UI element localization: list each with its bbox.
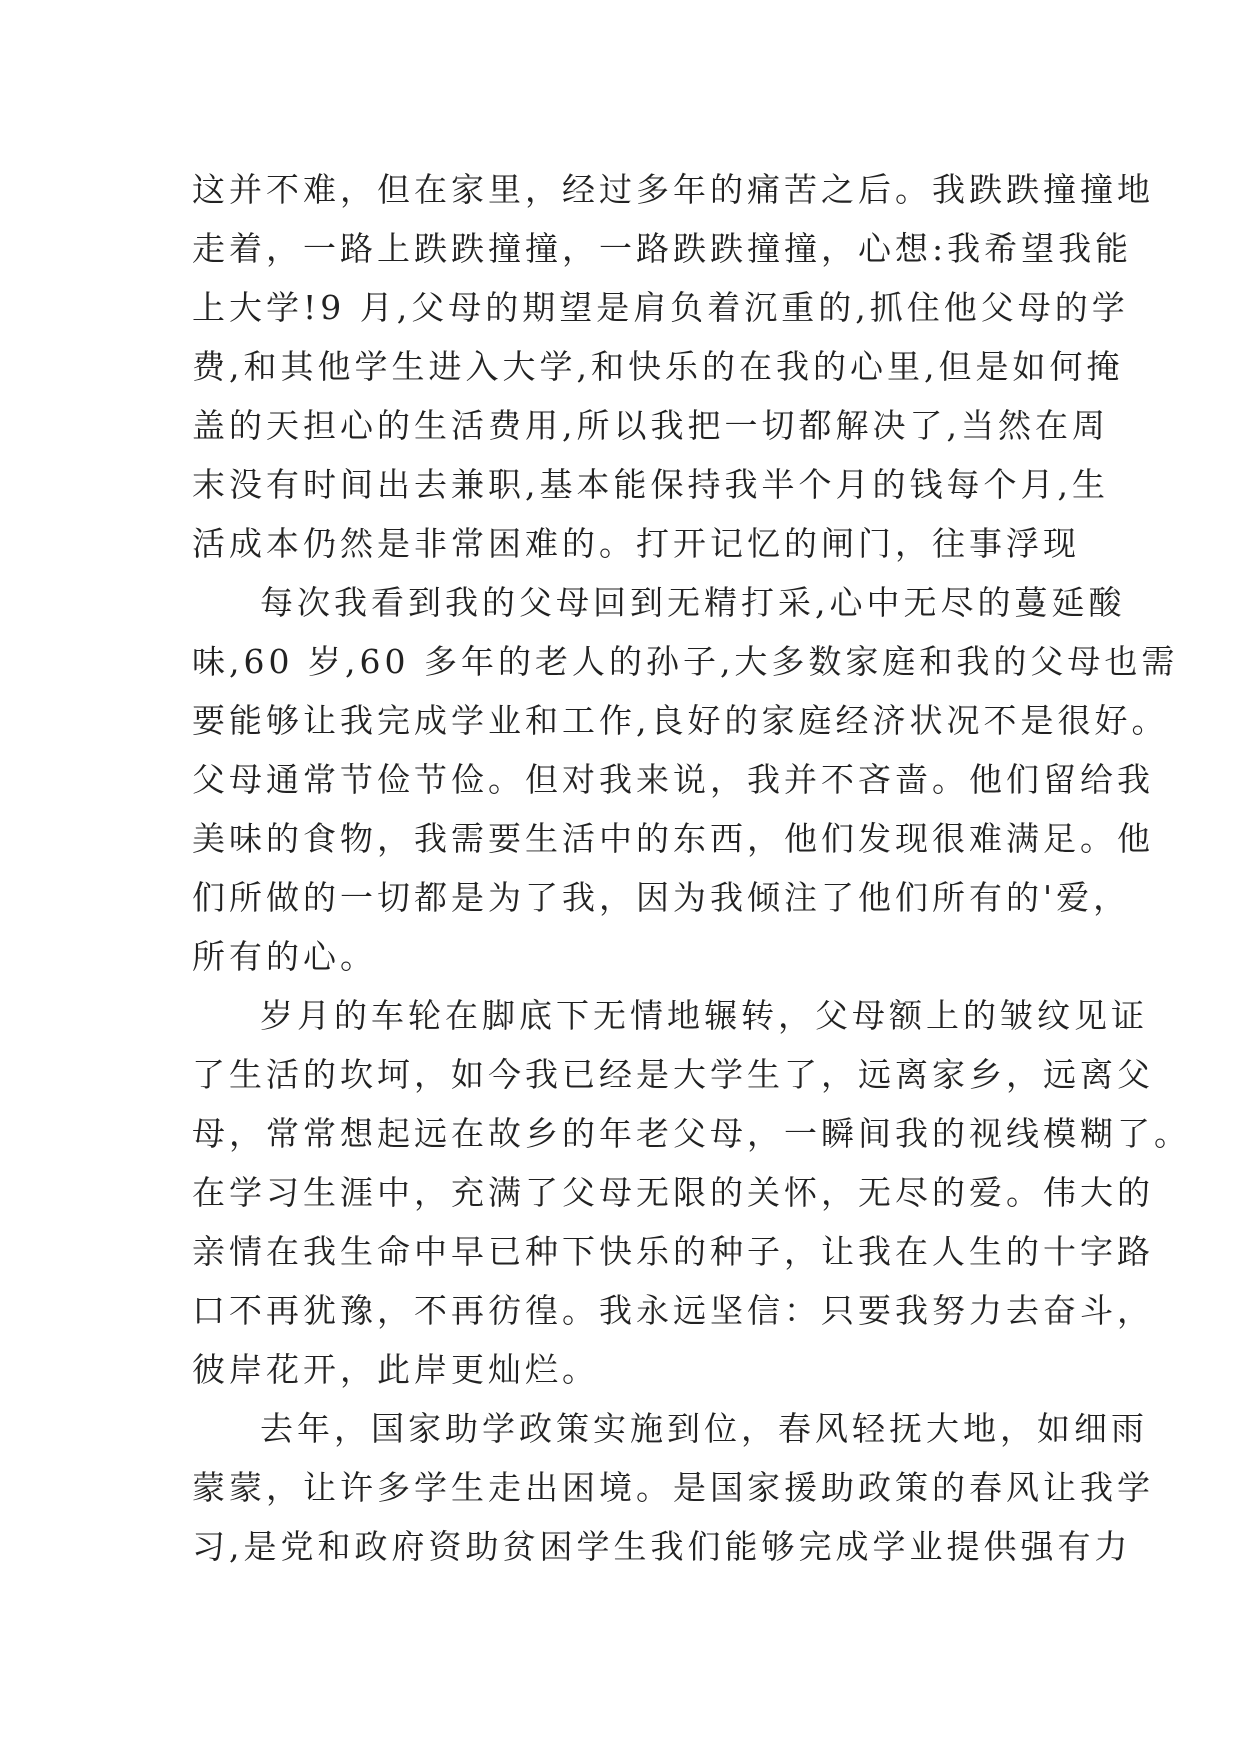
paragraph-first-line: 每次我看到我的父母回到无精打采,心中无尽的蔓延酸: [260, 583, 1126, 622]
text-line: 活成本仍然是非常困难的。打开记忆的闸门，往事浮现: [192, 524, 1080, 563]
text-line: 味,60 岁,60 多年的老人的孙子,大多数家庭和我的父母也需: [192, 642, 1179, 681]
text-line: 母，常常想起远在故乡的年老父母，一瞬间我的视线模糊了。: [192, 1114, 1191, 1153]
body-text: [192, 160, 1191, 1576]
text-line: 们所做的一切都是为了我，因为我倾注了他们所有的'爱，: [192, 878, 1131, 917]
paragraph-first-line: 去年，国家助学政策实施到位，春风轻抚大地，如细雨: [260, 1409, 1148, 1448]
paragraph-first-line: 岁月的车轮在脚底下无情地辗转，父母额上的皱纹见证: [260, 996, 1148, 1035]
text-line: 费,和其他学生进入大学,和快乐的在我的心里,但是如何掩: [192, 347, 1124, 386]
text-line: 口不再犹豫，不再彷徨。我永远坚信：只要我努力去奋斗，: [192, 1291, 1154, 1330]
text-line: 要能够让我完成学业和工作,良好的家庭经济状况不是很好。: [192, 701, 1169, 740]
text-line: 所有的心。: [192, 937, 377, 976]
text-line: 走着，一路上跌跌撞撞，一路跌跌撞撞，心想:我希望我能: [192, 229, 1133, 268]
text-line: 末没有时间出去兼职,基本能保持我半个月的钱每个月,生: [192, 465, 1109, 504]
text-line: 蒙蒙，让许多学生走出困境。是国家援助政策的春风让我学: [192, 1468, 1154, 1507]
text-line: 美味的食物，我需要生活中的东西，他们发现很难满足。他: [192, 819, 1154, 858]
text-line: 习,是党和政府资助贫困学生我们能够完成学业提供强有力: [192, 1527, 1132, 1566]
text-line: 在学习生涯中，充满了父母无限的关怀，无尽的爱。伟大的: [192, 1173, 1154, 1212]
text-line: 了生活的坎坷，如今我已经是大学生了，远离家乡，远离父: [192, 1055, 1154, 1094]
text-line: 亲情在我生命中早已种下快乐的种子，让我在人生的十字路: [192, 1232, 1154, 1271]
text-line: 这并不难，但在家里，经过多年的痛苦之后。我跌跌撞撞地: [192, 170, 1154, 209]
text-line: 父母通常节俭节俭。但对我来说，我并不吝啬。他们留给我: [192, 760, 1154, 799]
text-line: 彼岸花开，此岸更灿烂。: [192, 1350, 599, 1389]
text-line: 盖的天担心的生活费用,所以我把一切都解决了,当然在周: [192, 406, 1109, 445]
text-line: 上大学!9 月,父母的期望是肩负着沉重的,抓住他父母的学: [192, 288, 1129, 327]
